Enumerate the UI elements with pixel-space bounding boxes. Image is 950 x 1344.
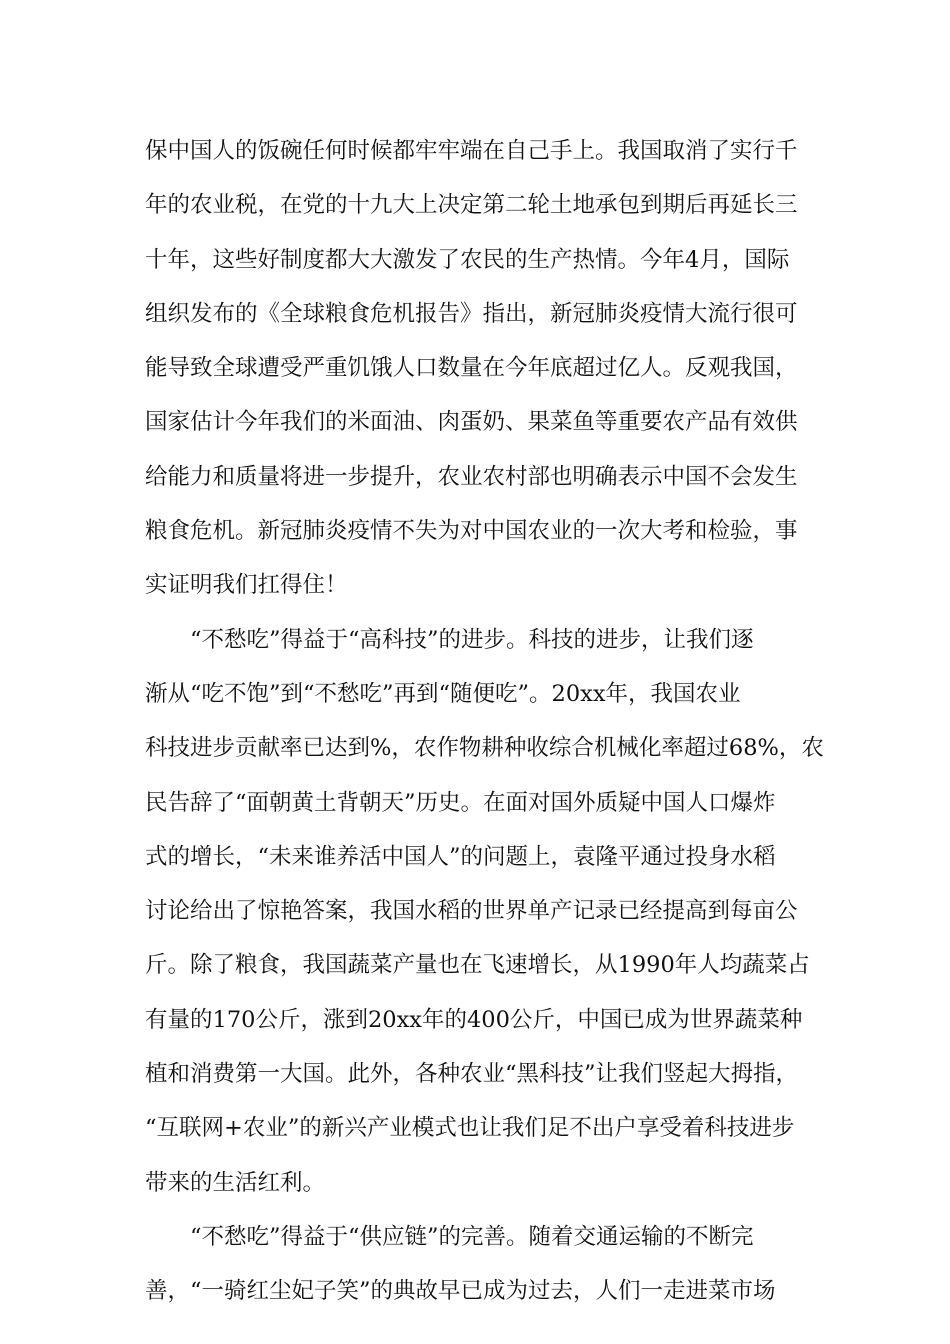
text-line: 给能力和质量将进一步提升，农业农村部也明确表示中国不会发生 — [145, 463, 798, 490]
text-line: 能导致全球遭受严重饥饿人口数量在今年底超过亿人。反观我国， — [145, 355, 798, 382]
text-line: 实证明我们扛得住！ — [145, 572, 348, 599]
text-line: “不愁吃”得益于“供应链”的完善。随着交通运输的不断完 — [145, 1223, 754, 1250]
body-text — [145, 124, 824, 1319]
text-line: 粮食危机。新冠肺炎疫情不失为对中国农业的一次大考和检验，事 — [145, 518, 798, 545]
text-line: 植和消费第一大国。此外，各种农业“黑科技”让我们竖起大拇指， — [145, 1061, 799, 1088]
text-line: 科技进步贡献率已达到%，农作物耕种收综合机械化率超过68%，农 — [145, 735, 824, 762]
text-line: 组织发布的《全球粮食危机报告》指出，新冠肺炎疫情大流行很可 — [145, 300, 798, 327]
text-line: 十年，这些好制度都大大激发了农民的生产热情。今年4月，国际 — [145, 246, 790, 273]
text-line: 保中国人的饭碗任何时候都牢牢端在自己手上。我国取消了实行千 — [145, 138, 798, 164]
text-line: “不愁吃”得益于“高科技”的进步。科技的进步，让我们逐 — [145, 626, 754, 653]
text-line: 带来的生活红利。 — [145, 1169, 326, 1196]
text-line: “互联网+农业”的新兴产业模式也让我们足不出户享受着科技进步 — [145, 1115, 795, 1142]
text-line: 民告辞了“面朝黄土背朝天”历史。在面对国外质疑中国人口爆炸 — [145, 789, 776, 816]
text-line: 斤。除了粮食，我国蔬菜产量也在飞速增长，从1990年人均蔬菜占 — [145, 952, 810, 979]
text-line: 有量的170公斤，涨到20xx年的400公斤，中国已成为世界蔬菜种 — [145, 1006, 803, 1033]
text-line: 年的农业税，在党的十九大上决定第二轮土地承包到期后再延长三 — [145, 192, 798, 219]
text-line: 渐从“吃不饱”到“不愁吃”再到“随便吃”。20xx年，我国农业 — [145, 680, 741, 707]
text-line: 式的增长，“未来谁养活中国人”的问题上，袁隆平通过投身水稻 — [145, 843, 776, 870]
text-line: 国家估计今年我们的米面油、肉蛋奶、果菜鱼等重要农产品有效供 — [145, 409, 798, 436]
text-line: 讨论给出了惊艳答案，我国水稻的世界单产记录已经提高到每亩公 — [145, 898, 798, 925]
text-line: 善，“一骑红尘妃子笑”的典故早已成为过去，人们一走进菜市场 — [145, 1278, 776, 1305]
